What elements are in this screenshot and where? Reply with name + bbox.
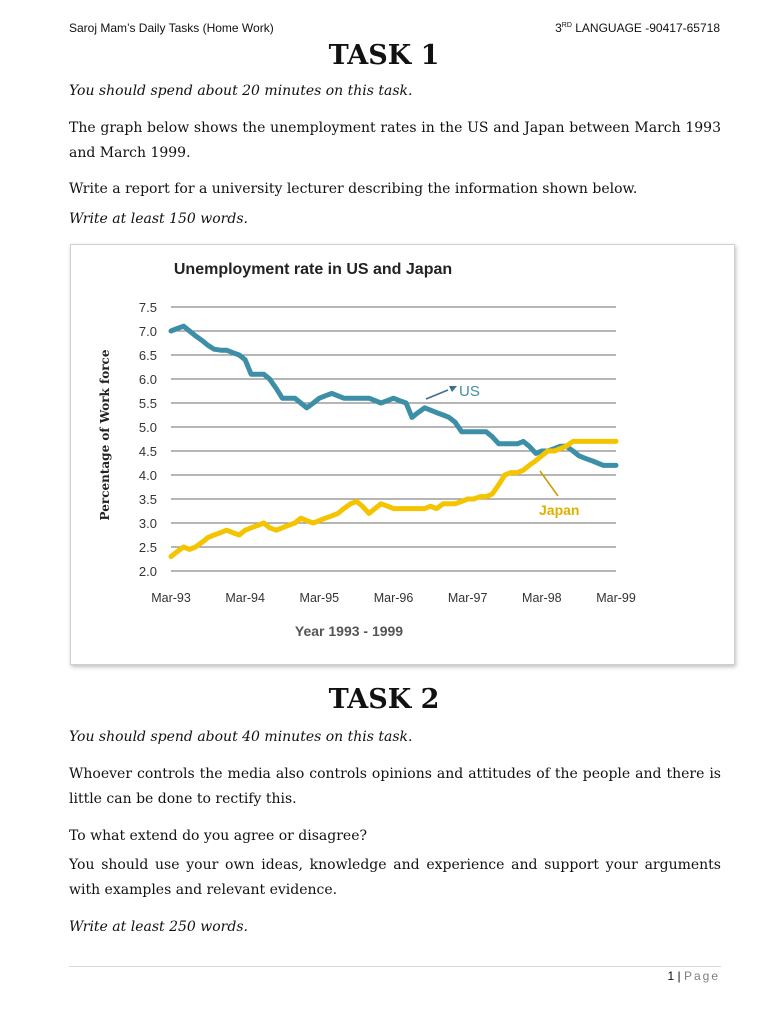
y-tick-label: 2.5	[138, 540, 157, 555]
x-tick-label: Mar-99	[596, 591, 636, 605]
x-tick-label: Mar-94	[225, 591, 265, 605]
us-label-arrowhead	[449, 386, 457, 392]
y-tick-label: 3.5	[138, 492, 157, 507]
y-tick-label: 4.5	[138, 444, 157, 459]
header-prefix: 3	[555, 21, 562, 35]
us-label-pointer	[426, 390, 448, 399]
series-line-us	[171, 326, 616, 465]
task2-statement: Whoever controls the media also controls opinions and attitudes of the people and there is little can be done to rectify this.	[69, 766, 721, 807]
chart-series	[171, 326, 616, 556]
x-tick-label: Mar-98	[522, 591, 562, 605]
y-tick-label: 6.5	[138, 348, 157, 363]
us-series-label: US	[459, 383, 480, 400]
task1-word-count: Write at least 150 words.	[69, 211, 248, 227]
y-tick-label: 7.0	[138, 324, 157, 339]
y-tick-label: 2.0	[138, 564, 157, 579]
page-label: Page	[683, 969, 720, 983]
task1-instruction: Write a report for a university lecturer describing the information shown below.	[69, 181, 638, 197]
task2-title: TASK 2	[328, 684, 440, 715]
task1-time-note: You should spend about 20 minutes on this task.	[69, 83, 413, 99]
page-separator: |	[674, 969, 684, 983]
unemployment-chart	[70, 244, 735, 665]
y-tick-label: 4.0	[138, 468, 157, 483]
page-number: 1	[667, 969, 675, 983]
footer-rule	[69, 966, 721, 967]
x-tick-label: Mar-96	[373, 591, 414, 605]
x-tick-label: Mar-95	[299, 591, 340, 605]
chart-svg	[71, 245, 734, 664]
task2-word-count: Write at least 250 words.	[69, 919, 248, 935]
y-tick-label: 7.5	[138, 300, 157, 315]
y-tick-label: 3.0	[138, 516, 157, 531]
x-axis-ticks	[151, 591, 636, 605]
y-tick-label: 5.5	[138, 396, 157, 411]
y-tick-label: 6.0	[138, 372, 157, 387]
header-title: Saroj Mam’s Daily Tasks (Home Work)	[69, 21, 274, 35]
y-axis-ticks	[139, 300, 157, 579]
japan-series-label: Japan	[539, 502, 580, 518]
x-tick-label: Mar-93	[151, 591, 191, 605]
task1-prompt: The graph below shows the unemployment rates in the US and Japan between March 1993 and March 1999.	[69, 120, 721, 161]
page-footer	[667, 969, 720, 983]
y-tick-label: 5.0	[138, 420, 157, 435]
chart-grid	[171, 307, 616, 571]
page-header	[69, 21, 720, 39]
header-superscript: RD	[561, 22, 572, 29]
header-contact-text: LANGUAGE -90417-65718	[571, 21, 720, 35]
task2-time-note: You should spend about 40 minutes on this task.	[69, 729, 413, 745]
x-tick-label: Mar-97	[447, 591, 488, 605]
task1-title: TASK 1	[328, 40, 440, 71]
header-contact	[555, 21, 720, 35]
chart-title: Unemployment rate in US and Japan	[173, 261, 453, 278]
task2-guidance: You should use your own ideas, knowledge and experience and support your arguments with examples and relevant evidence.	[69, 857, 721, 898]
y-axis-label: Percentage of Work force	[98, 349, 112, 521]
task2-question: To what extend do you agree or disagree?	[69, 828, 368, 844]
x-axis-label: Year 1993 - 1999	[294, 623, 404, 639]
